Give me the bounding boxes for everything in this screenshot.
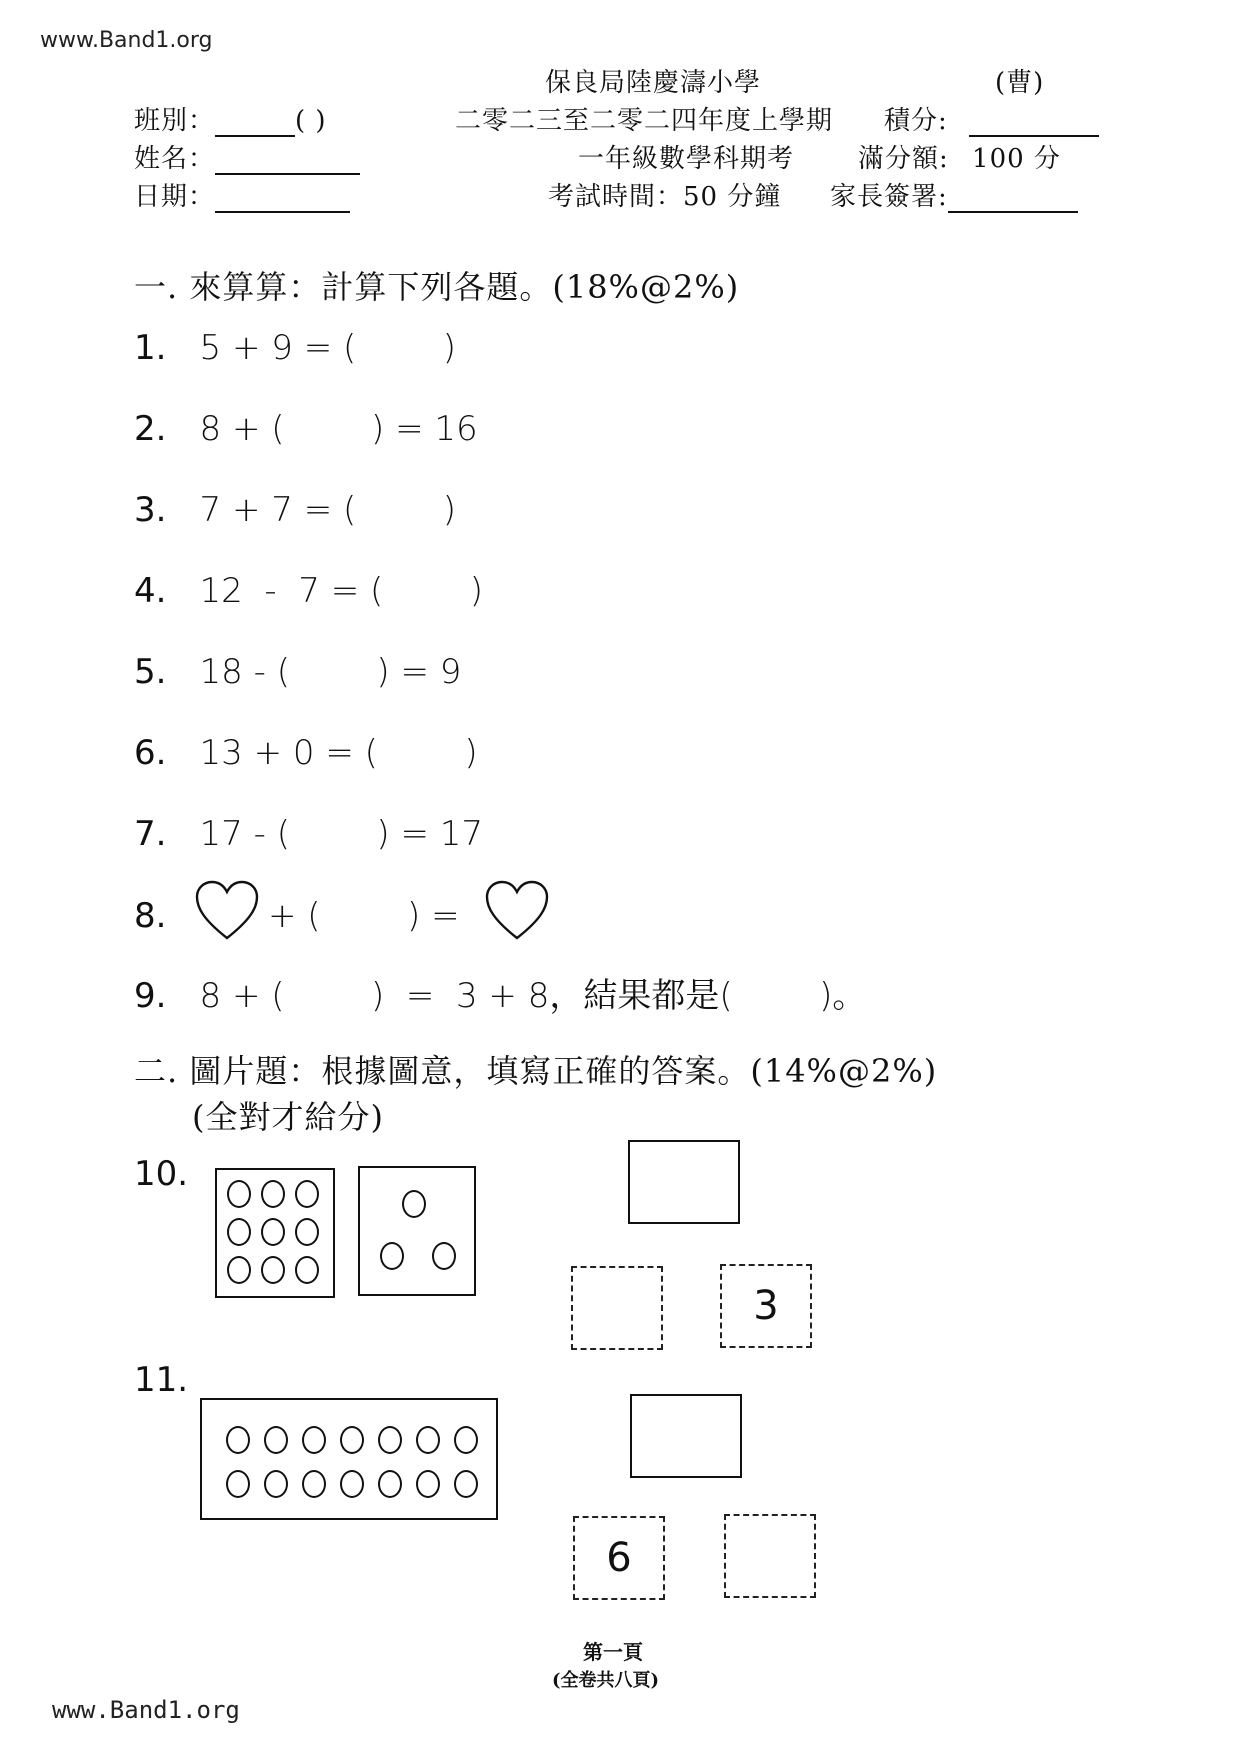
counter-dot: [226, 1470, 250, 1498]
name-field: [134, 138, 360, 175]
question-5: [134, 652, 461, 692]
question-1: [134, 328, 456, 368]
question-number: 7.: [134, 814, 167, 854]
q11-total-answer-box[interactable]: [630, 1394, 742, 1478]
question-7: [134, 814, 483, 854]
dot-frame-nine: [215, 1168, 335, 1298]
question-2: [134, 409, 478, 449]
term-title: 二零二三至二零二四年度上學期: [455, 106, 834, 136]
question-number: 1.: [134, 328, 167, 368]
question-number: 5.: [134, 652, 167, 692]
class-paren: ( ): [295, 106, 327, 136]
counter-dot: [261, 1218, 285, 1246]
question-text: 5 + 9 = ( ): [199, 328, 457, 368]
counter-dot: [340, 1470, 364, 1498]
counter-dot: [261, 1256, 285, 1284]
question-number: 4.: [134, 571, 167, 611]
question-10-number: 10.: [134, 1154, 189, 1194]
counter-dot: [226, 1426, 250, 1454]
fullmark-label: 滿分額:: [858, 144, 949, 174]
exam-title: 一年級數學科期考: [578, 144, 795, 174]
parent-signature-label: 家長簽署:: [830, 182, 948, 212]
fullmark-field: [858, 138, 1061, 175]
counter-dot: [295, 1218, 319, 1246]
question-3: [134, 490, 456, 530]
counter-dot: [454, 1470, 478, 1498]
question-text: 8 + ( ) = 16: [199, 409, 478, 449]
counter-dot: [295, 1256, 319, 1284]
parent-signature-line: [948, 211, 1078, 213]
q10-given-number: 3: [753, 1283, 779, 1329]
heart-icon: [194, 880, 260, 942]
counter-dot: [432, 1242, 456, 1270]
question-number: 8.: [134, 896, 167, 936]
counter-dot: [340, 1426, 364, 1454]
question-text: 13 + 0 = ( ): [199, 733, 478, 773]
date-label: 日期：: [134, 182, 216, 212]
counter-dot: [227, 1218, 251, 1246]
counter-dot: [416, 1426, 440, 1454]
name-line: [215, 173, 360, 175]
question-text: 8 + ( ) = 3 + 8，結果都是( )。: [199, 976, 867, 1016]
q11-part-answer-box[interactable]: [724, 1514, 816, 1598]
class-label: 班別：: [134, 106, 216, 136]
counter-dot: [302, 1426, 326, 1454]
counter-dot: [295, 1180, 319, 1208]
class-line: [215, 135, 295, 137]
q11-given-part-box: [573, 1516, 665, 1600]
score-label: 積分:: [884, 106, 948, 136]
watermark-bottom: www.Band1.org: [52, 1696, 240, 1724]
question-11-number: 11.: [134, 1360, 189, 1400]
date-field: [134, 176, 350, 213]
q10-total-answer-box[interactable]: [628, 1140, 740, 1224]
score-line: [969, 135, 1099, 137]
name-label: 姓名：: [134, 144, 216, 174]
counter-dot: [264, 1470, 288, 1498]
score-field: [884, 100, 1099, 137]
counter-dot: [454, 1426, 478, 1454]
parent-signature-field: [830, 176, 1078, 213]
counter-dot: [380, 1242, 404, 1270]
counter-dot: [402, 1190, 426, 1218]
question-number: 6.: [134, 733, 167, 773]
question-text: 17 - ( ) = 17: [199, 814, 484, 854]
school-name: 保良局陸慶濤小學: [545, 68, 762, 98]
counter-dot: [416, 1470, 440, 1498]
question-9: [134, 968, 866, 1017]
fullmark-value: 100 分: [972, 144, 1061, 174]
dot-frame-three: [358, 1166, 476, 1296]
counter-dot: [227, 1256, 251, 1284]
counter-dot: [378, 1470, 402, 1498]
heart-icon: [484, 880, 550, 942]
question-number: 3.: [134, 490, 167, 530]
section2-title: 二. 圖片題：根據圖意，填寫正確的答案。(14%@2%): [134, 1052, 938, 1090]
counter-dot: [378, 1426, 402, 1454]
counter-dot: [302, 1470, 326, 1498]
question-text: 18 - ( ) = 9: [199, 652, 462, 692]
page-number: 第一頁: [583, 1640, 643, 1664]
exam-time: 考試時間：50 分鐘: [548, 182, 782, 212]
question-4: [134, 571, 483, 611]
teacher-code: (曹): [995, 68, 1045, 98]
question-number: 2.: [134, 409, 167, 449]
question-text: 7 + 7 = ( ): [199, 490, 457, 530]
question-text: 12 - 7 = ( ): [199, 571, 484, 611]
question-text: + ( ) =: [268, 896, 460, 936]
counter-dot: [227, 1180, 251, 1208]
date-line: [215, 211, 350, 213]
counter-dot: [264, 1426, 288, 1454]
question-6: [134, 733, 478, 773]
q11-given-number: 6: [606, 1535, 632, 1581]
watermark-top: www.Band1.org: [40, 28, 213, 53]
section1-title: 一. 來算算：計算下列各題。(18%@2%): [134, 268, 740, 306]
total-pages: (全卷共八頁): [552, 1670, 660, 1691]
question-number: 9.: [134, 976, 167, 1016]
q10-part-answer-box[interactable]: [571, 1266, 663, 1350]
class-field: [134, 100, 327, 137]
counter-dot: [261, 1180, 285, 1208]
dot-frame-fourteen: [200, 1398, 498, 1520]
q10-given-part-box: [720, 1264, 812, 1348]
section2-subtitle: (全對才給分): [192, 1098, 384, 1136]
